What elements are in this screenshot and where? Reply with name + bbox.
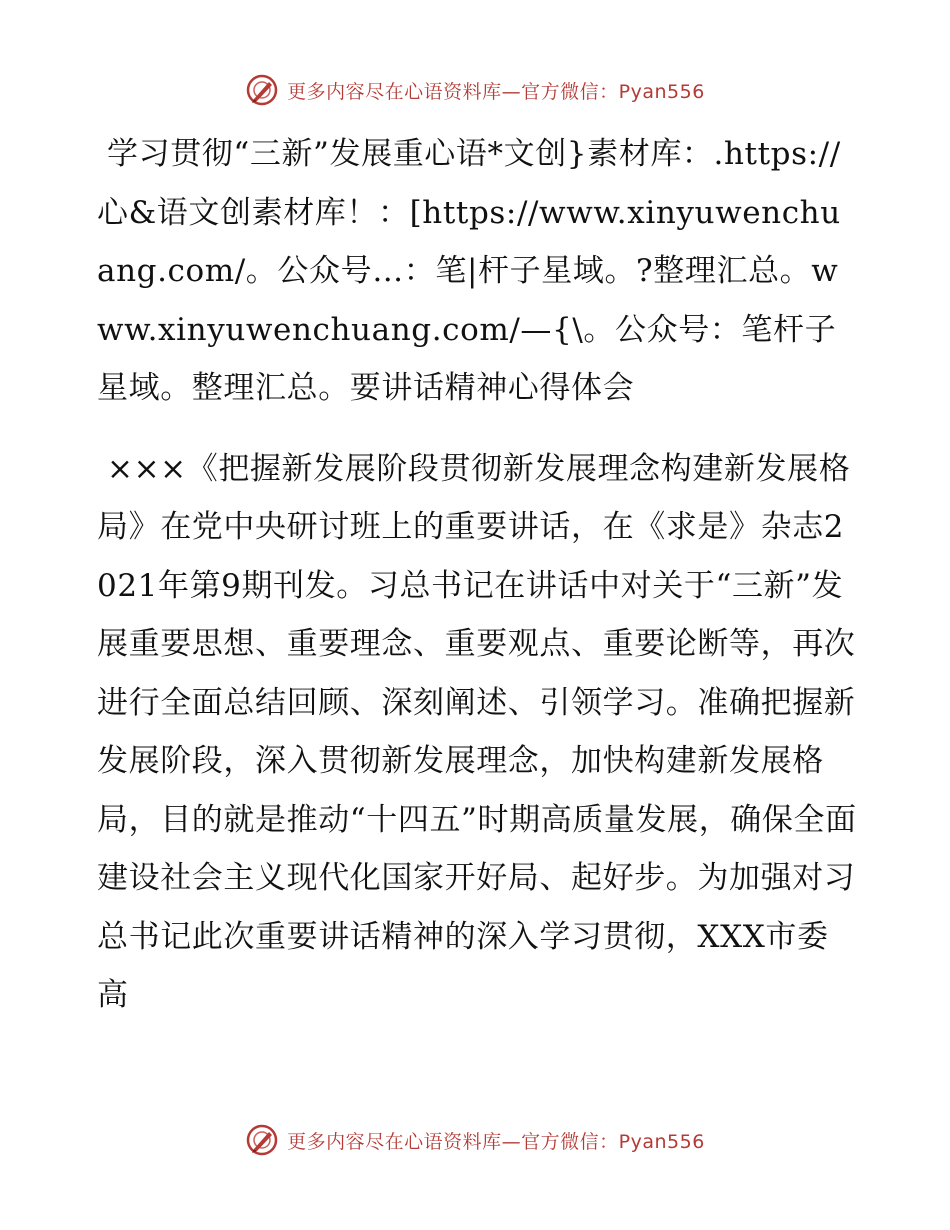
footer-banner-text: 更多内容尽在心语资料库—官方微信：Pyan556 (287, 1130, 705, 1153)
paragraph-title: 学习贯彻“三新”发展重心语*文创}素材库：.https://心&语文创素材库！：[https://www.xinyuwenchuang.com/。公众号…：笔|杆子星域。?整理汇总。www.xinyuwenchuang.com/—{\。公众号：笔杆子星域。整理汇总。要讲话精神心得体会 (97, 136, 841, 406)
header-banner (0, 70, 950, 110)
document-body (97, 125, 857, 1025)
header-banner-text: 更多内容尽在心语资料库—官方微信：Pyan556 (287, 80, 705, 103)
footer-banner (0, 1120, 950, 1160)
pen-circle-logo-icon (245, 73, 279, 107)
pen-circle-logo-icon (245, 1123, 279, 1157)
paragraph-main: ×××《把握新发展阶段贯彻新发展理念构建新发展格局》在党中央研讨班上的重要讲话，在《求是》杂志2021年第9期刊发。习总书记在讲话中对关于“三新”发展重要思想、重要理念、重要观点、重要论断等，再次进行全面总结回顾、深刻阐述、引领学习。准确把握新发展阶段，深入贯彻新发展理念，加快构建新发展格局，目的就是推动“十四五”时期高质量发展，确保全面建设社会主义现代化国家开好局、起好步。为加强对习总书记此次重要讲话精神的深入学习贯彻，XXX市委高 (97, 450, 857, 1013)
